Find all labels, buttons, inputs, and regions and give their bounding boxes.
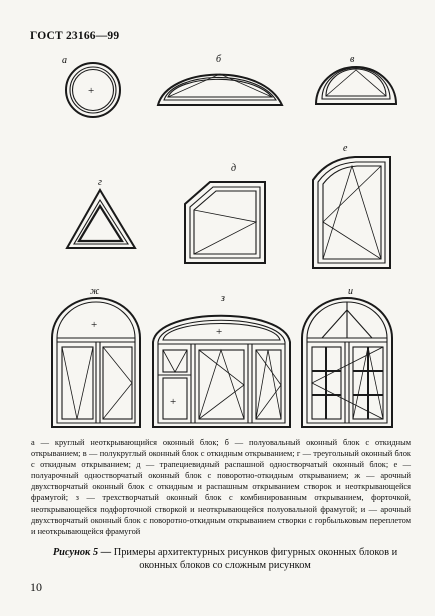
window-z-three-leaf (153, 293, 290, 427)
window-a-round (62, 55, 120, 117)
page-number: 10 (30, 580, 42, 594)
label-e: е (343, 143, 348, 154)
label-g: г (98, 177, 102, 188)
label-a: а (62, 55, 67, 66)
label-i: и (348, 286, 353, 297)
label-zh: ж (90, 286, 100, 297)
plus-z-lower: + (170, 396, 177, 408)
plus-zh: + (91, 319, 98, 331)
window-v-semicircle (316, 54, 396, 104)
figure-title: Примеры архитектурных рисунков фигурных оконных блоков и оконных блоков со сложным рисунком (111, 547, 398, 571)
plus-a: + (88, 85, 95, 97)
label-z: з (221, 293, 225, 304)
window-e-half-arch (313, 143, 390, 268)
plus-z-transom: + (216, 326, 223, 338)
figure-number: Рисунок 5 — (52, 547, 112, 558)
window-g-triangle (67, 177, 135, 248)
figure-legend-text: а — круглый неоткрывающийся оконный блок; б — полуовальный оконный блок с откидным открыванием; в — полукруглый оконный блок с откидным открыванием; г — треугольный оконный блок с откидным открыванием; д — трапециевидный распашной одностворчатый оконный блок; е — полуарочный одностворчатый оконный блок с поворотно-откидным открыванием; ж — арочный двухстворчатый оконный блок с откидным и распашным открыванием створок и неоткрывающейся фрамугой; з — трехстворчатый оконный блок с комбинированным открыванием, форточкой, неоткрывающейся подфорточной створкой и неоткрывающейся полуовальной фрамугой; и — арочный двухстворчатый оконный блок с поворотно-откидным открыванием створки с горбыльковым переплетом и неоткрывающейся фрамугой (31, 438, 411, 536)
window-i-arched-muntins (302, 286, 392, 427)
window-zh-arched-two-leaf (52, 286, 140, 427)
label-d: д (231, 163, 237, 174)
window-d-trapezoid (185, 163, 265, 263)
window-b-semi-oval (158, 54, 282, 105)
label-v: в (350, 54, 355, 65)
document-header: ГОСТ 23166—99 (30, 30, 120, 42)
label-b: б (216, 54, 222, 65)
figure-caption (40, 546, 410, 572)
